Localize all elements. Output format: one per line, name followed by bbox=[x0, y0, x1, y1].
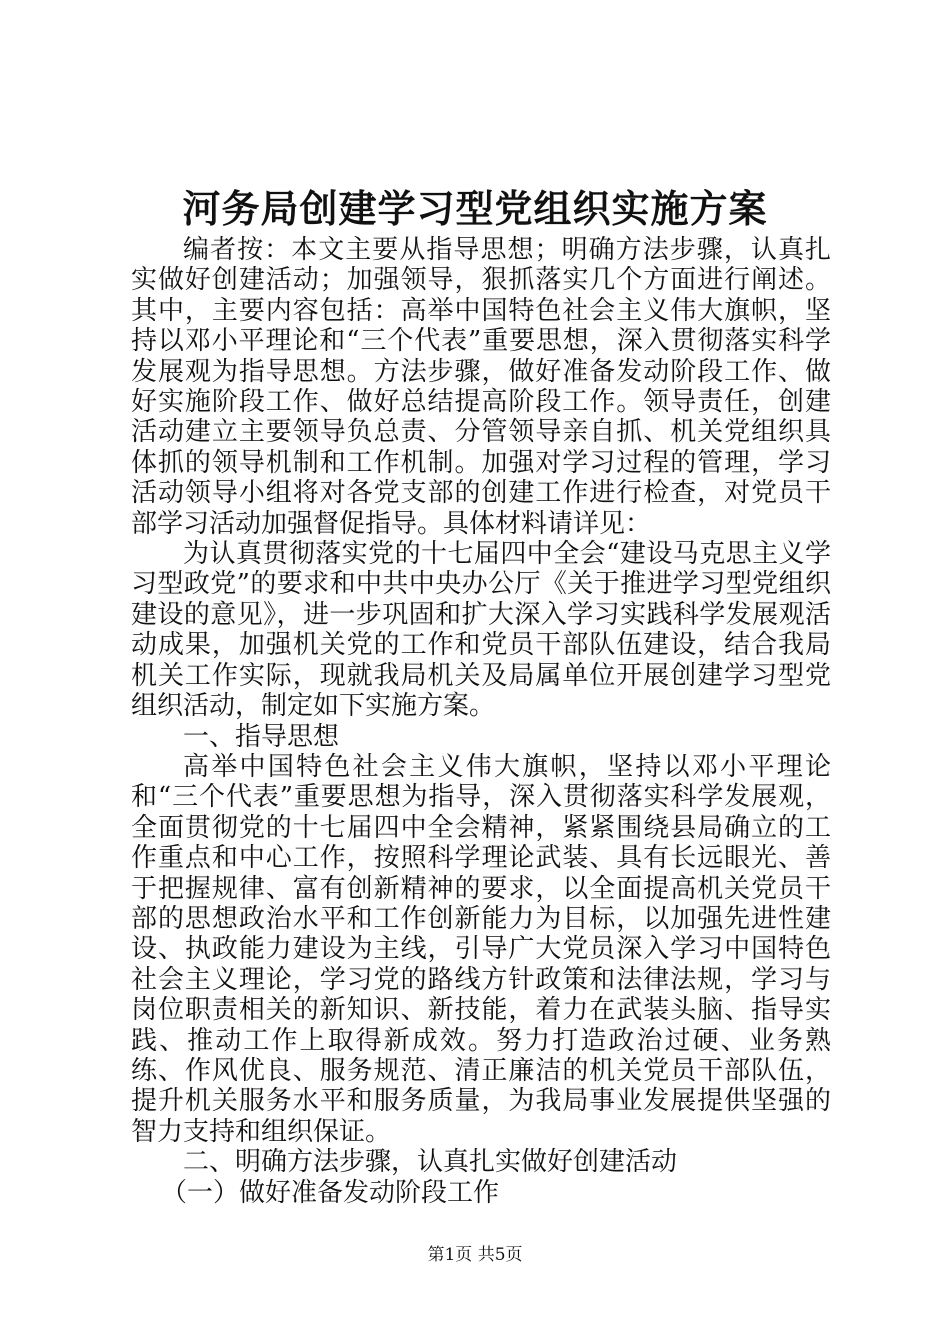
page-number-footer: 第1页 共5页 bbox=[427, 1245, 523, 1265]
section-2-heading: 二、明确方法步骤，认真扎实做好创建活动 bbox=[183, 1147, 678, 1178]
section-2-subheading-1: （一）做好准备发动阶段工作 bbox=[161, 1177, 500, 1208]
section-1-paragraph: 高举中国特色社会主义伟大旗帜，坚持以邓小平理论和“三个代表”重要思想为指导，深入贯彻落实科学发展观，全面贯彻党的十七届四中全会精神，紧紧围绕县局确立的工作重点和中心工作，按照科学理论武装、具有长远眼光、善于把握规律、富有创新精神的要求，以全面提高机关党员干部的思想政治水平和工作创新能力为目标，以加强先进性建设、执政能力建设为主线，引导广大党员深入学习中国特色社会主义理论，学习党的路线方针政策和法律法规，学习与岗位职责相关的新知识、新技能，着力在武装头脑、指导实践、推动工作上取得新成效。努力打造政治过硬、业务熟练、作风优良、服务规范、清正廉洁的机关党员干部队伍，提升机关服务水平和服务质量，为我局事业发展提供坚强的智力支持和组织保证。 bbox=[131, 751, 831, 1147]
document-title: 河务局创建学习型党组织实施方案 bbox=[182, 186, 768, 231]
section-1-heading: 一、指导思想 bbox=[183, 721, 340, 752]
intro-paragraph: 为认真贯彻落实党的十七届四中全会“建设马克思主义学习型政党”的要求和中共中央办公厅《关于推进学习型党组织建设的意见》，进一步巩固和扩大深入学习实践科学发展观活动成果，加强机关党的工作和党员干部队伍建设，结合我局机关工作实际，现就我局机关及局属单位开展创建学习型党组织活动，制定如下实施方案。 bbox=[131, 539, 831, 722]
editor-note-paragraph: 编者按：本文主要从指导思想；明确方法步骤，认真扎实做好创建活动；加强领导，狠抓落实几个方面进行阐述。其中，主要内容包括：高举中国特色社会主义伟大旗帜，坚持以邓小平理论和“三个代表”重要思想，深入贯彻落实科学发展观为指导思想。方法步骤，做好准备发动阶段工作、做好实施阶段工作、做好总结提高阶段工作。领导责任，创建活动建立主要领导负总责、分管领导亲自抓、机关党组织具体抓的领导机制和工作机制。加强对学习过程的管理，学习活动领导小组将对各党支部的创建工作进行检查，对党员干部学习活动加强督促指导。具体材料请详见： bbox=[131, 235, 831, 539]
document-body bbox=[131, 235, 831, 1208]
